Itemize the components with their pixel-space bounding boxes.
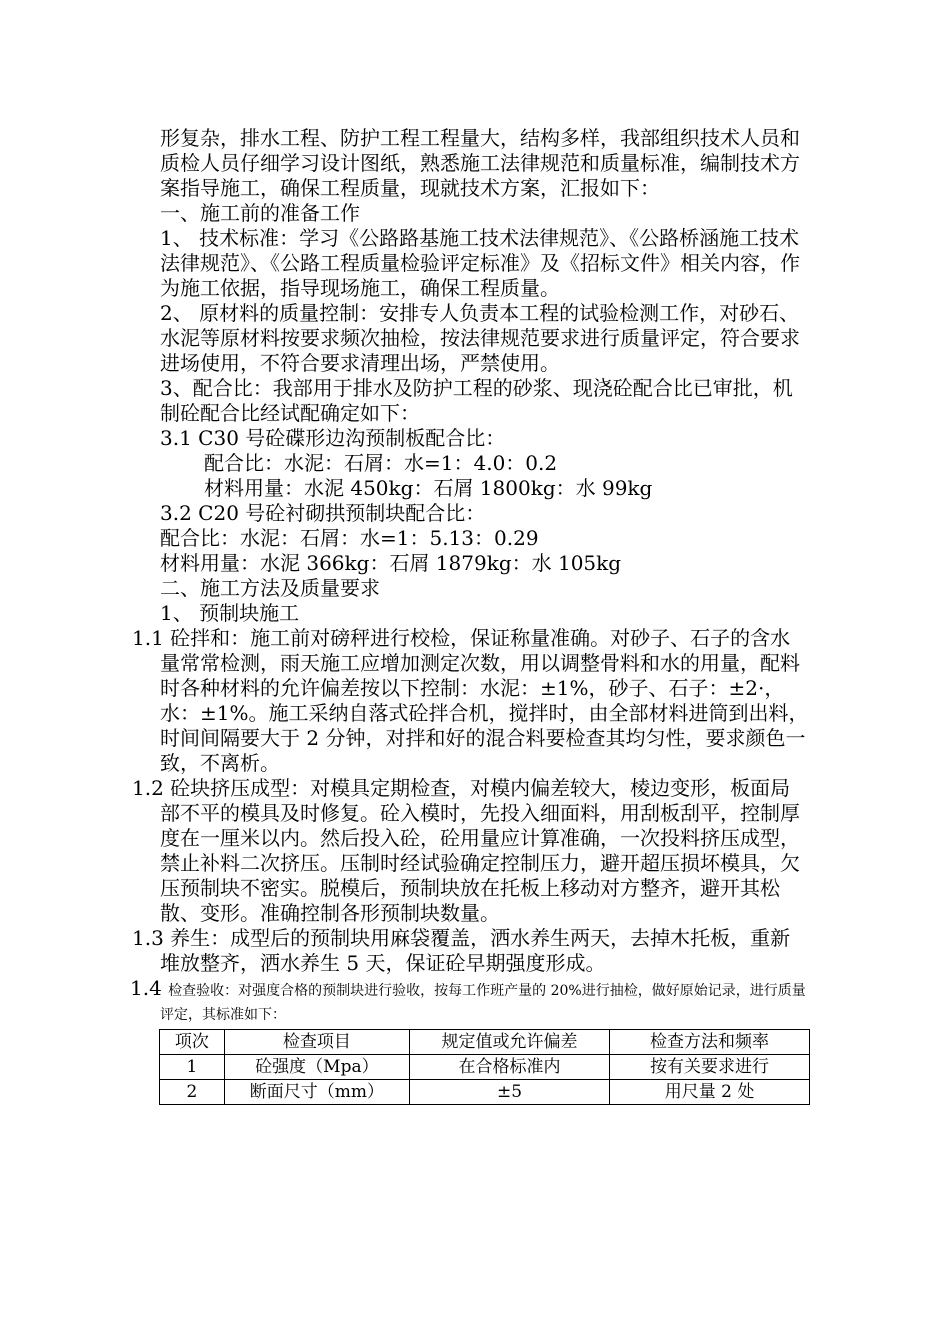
mix-ratio-paragraph: 3、配合比：我部用于排水及防护工程的砂浆、现浇砼配合比已审批，机制砼配合比经试配确定如下： — [160, 376, 793, 425]
mixing-paragraph: 1.1 砼拌和：施工前对磅秤进行校检，保证称量准确。对砂子、石子的含水量常常检测，雨天施工应增加测定次数，用以调整骨料和水的用量，配料时各种材料的允许偏差按以下控制：水泥：±1%，砂子、石子：±2·，水：±1%。施工采纳自落式砼拌合机，搅拌时，由全部材料进筒到出料，时间间隔要大于 2 分钟，对拌和好的混合料要检查其均匀性，要求颜色一致，不离析。 — [132, 626, 809, 775]
table-row — [160, 1055, 810, 1080]
document-body — [130, 126, 810, 1105]
table-cell: 2 — [160, 1080, 225, 1105]
inspection-table — [159, 1029, 810, 1105]
material-quality-paragraph: 2、 原材料的质量控制：安排专人负责本工程的试验检测工作，对砂石、水泥等原材料按要求频次抽检，按法律规范要求进行质量评定，符合要求进场使用，不符合要求清理出场，严禁使用。 — [160, 301, 800, 375]
mix-32-ratio: 配合比：水泥：石屑：水=1：5.13：0.29 — [160, 526, 539, 550]
inspection-paragraph — [130, 976, 810, 1027]
mix-32-amount: 材料用量：水泥 366kg：石屑 1879kg：水 105kg — [160, 551, 622, 575]
mix-31-ratio: 配合比：水泥：石屑：水=1：4.0：0.2 — [204, 451, 558, 475]
intro-paragraph: 形复杂，排水工程、防护工程工程量大，结构多样，我部组织技术人员和质检人员仔细学习设计图纸，熟悉施工法律规范和质量标准，编制技术方案指导施工，确保工程质量，现就技术方案，汇报如下： — [160, 126, 800, 200]
inspection-number: 1.4 — [130, 976, 169, 1000]
table-row — [160, 1080, 810, 1105]
mix-31-details — [160, 451, 810, 501]
table-cell: 砼强度（Mpa） — [224, 1055, 409, 1080]
mix-31-amount: 材料用量：水泥 450kg：石屑 1800kg：水 99kg — [204, 476, 653, 500]
subsection-precast-blocks: 1、 预制块施工 — [160, 601, 300, 625]
table-cell: 1 — [160, 1055, 225, 1080]
table-header-row — [160, 1030, 810, 1055]
extrusion-forming-paragraph: 1.2 砼块挤压成型：对模具定期检查，对模内偏差较大，棱边变形，板面局部不平的模具及时修复。砼入模时，先投入细面料，用刮板刮平，控制厚度在一厘米以内。然后投入砼，砼用量应计算准确，一次投料挤压成型，禁止补料二次挤压。压制时经试验确定控制压力，避开超压损坏模具，欠压预制块不密实。脱模后，预制块放在托板上移动对方整齐，避开其松散、变形。准确控制各形预制块数量。 — [132, 776, 800, 925]
table-cell: ±5 — [410, 1080, 610, 1105]
section-heading-preparation: 一、施工前的准备工作 — [160, 201, 360, 225]
table-cell: 用尺量 2 处 — [610, 1080, 810, 1105]
table-cell: 按有关要求进行 — [610, 1055, 810, 1080]
technical-standards-paragraph: 1、 技术标准：学习《公路路基施工技术法律规范》、《公路桥涵施工技术法律规范》、《公路工程质量检验评定标准》及《招标文件》相关内容，作为施工依据，指导现场施工，确保工程质量。 — [160, 226, 800, 300]
table-header-cell: 检查方法和频率 — [610, 1030, 810, 1055]
table-header-cell: 规定值或允许偏差 — [410, 1030, 610, 1055]
table-cell: 在合格标准内 — [410, 1055, 610, 1080]
mix-32-title: 3.2 C20 号砼衬砌拱预制块配合比： — [160, 501, 486, 525]
mix-31-title: 3.1 C30 号砼碟形边沟预制板配合比： — [160, 426, 506, 450]
table-header-cell: 项次 — [160, 1030, 225, 1055]
curing-paragraph: 1.3 养生：成型后的预制块用麻袋覆盖，洒水养生两天，去掉木托板，重新堆放整齐，洒水养生 5 天，保证砼早期强度形成。 — [132, 926, 791, 975]
table-cell: 断面尺寸（mm） — [224, 1080, 409, 1105]
table-header-cell: 检查项目 — [224, 1030, 409, 1055]
section-heading-methods: 二、施工方法及质量要求 — [160, 576, 380, 600]
inspection-text: 检查验收：对强度合格的预制块进行验收，按每工作班产量的 20%进行抽检，做好原始记录，进行质量评定，其标准如下： — [160, 983, 806, 1023]
